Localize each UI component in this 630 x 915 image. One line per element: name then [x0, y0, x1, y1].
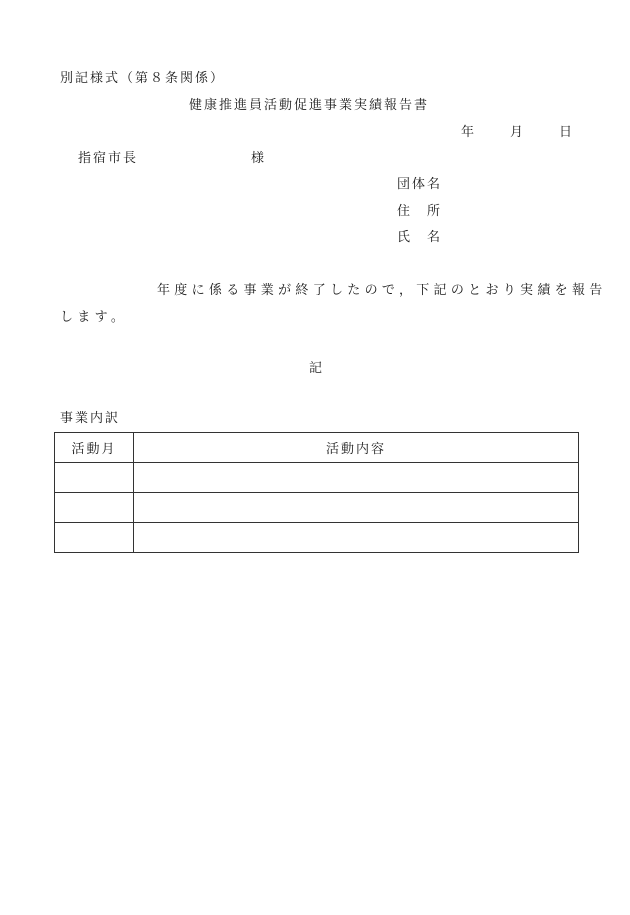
applicant-org-label: 団体名: [397, 177, 443, 192]
table-cell-month[interactable]: [55, 523, 134, 553]
column-header-content: 活動内容: [134, 433, 579, 463]
addressee-name: 指宿市長: [78, 151, 139, 166]
table-row: [55, 463, 579, 493]
breakdown-table: [54, 432, 579, 553]
report-body-line-1: 年度に係る事業が終了したので，下記のとおり実績を報告: [157, 283, 607, 298]
table-cell-content[interactable]: [134, 493, 579, 523]
table-header-row: [55, 433, 579, 463]
breakdown-section-label: 事業内訳: [60, 411, 121, 426]
table-cell-month[interactable]: [55, 463, 134, 493]
table-cell-content[interactable]: [134, 523, 579, 553]
form-label: 別記様式（第８条関係）: [60, 71, 226, 86]
column-header-month: 活動月: [55, 433, 134, 463]
addressee-honorific: 様: [251, 151, 267, 166]
date-day-label: 日: [559, 125, 575, 140]
report-body-line-2: します。: [60, 310, 129, 325]
applicant-name-label: 氏 名: [397, 230, 443, 245]
table-cell-content[interactable]: [134, 463, 579, 493]
document-title: 健康推進員活動促進事業実績報告書: [189, 98, 430, 113]
date-year-label: 年: [461, 125, 477, 140]
ki-heading: 記: [309, 361, 325, 376]
table-row: [55, 523, 579, 553]
date-month-label: 月: [510, 125, 526, 140]
table-row: [55, 493, 579, 523]
applicant-address-label: 住 所: [397, 204, 443, 219]
table-cell-month[interactable]: [55, 493, 134, 523]
